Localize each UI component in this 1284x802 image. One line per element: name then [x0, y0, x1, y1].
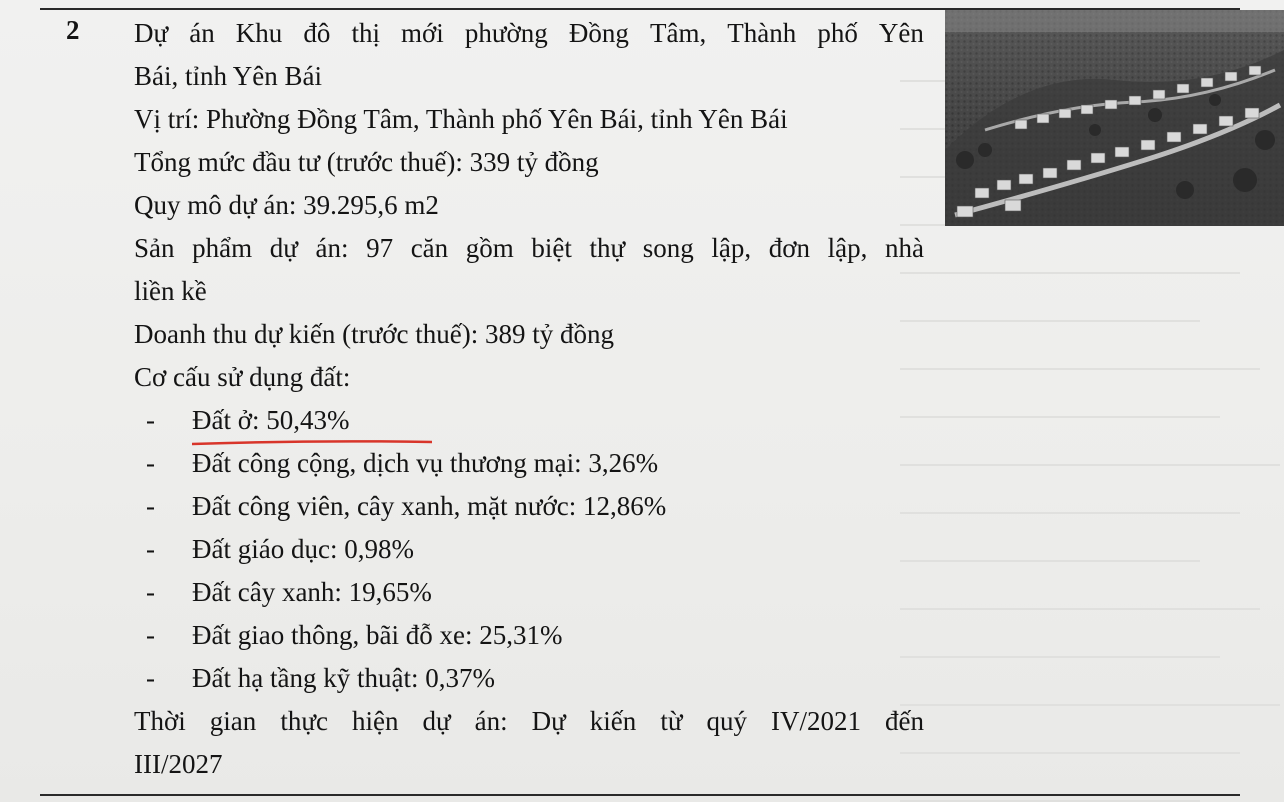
project-name-word: Tâm, — [649, 18, 707, 48]
project-name-line2: Bái, tỉnh Yên Bái — [134, 61, 322, 91]
project-timeline-word: thực — [280, 706, 328, 736]
land-use-text: Đất cây xanh: 19,65% — [192, 577, 432, 607]
land-use-text: Đất giáo dục: 0,98% — [192, 534, 414, 564]
land-use-text: Đất ở: 50,43% — [192, 405, 350, 435]
project-products-word: nhà — [884, 233, 924, 263]
project-products-word: song — [642, 233, 694, 263]
bleed-through-stroke — [900, 512, 1240, 514]
project-investment: Tổng mức đầu tư (trước thuế): 339 tỷ đồng — [134, 147, 599, 177]
bullet-dash: - — [146, 577, 155, 607]
project-name-word: phố — [817, 18, 858, 48]
project-products-word: thự — [589, 233, 626, 263]
project-timeline-word: hiện — [351, 706, 399, 736]
land-use-title: Cơ cấu sử dụng đất: — [134, 362, 351, 392]
land-use-item — [134, 571, 924, 614]
project-products-word: lập, — [827, 233, 868, 263]
land-use-item — [134, 442, 924, 485]
project-products-word: án: — [315, 233, 349, 263]
project-products-word: 97 — [366, 233, 394, 263]
bleed-through-stroke — [900, 560, 1200, 562]
land-use-item — [134, 528, 924, 571]
project-products-word: dự — [269, 233, 298, 263]
bleed-through-stroke — [900, 272, 1240, 274]
project-products-word: căn — [410, 233, 449, 263]
land-use-text: Đất hạ tầng kỹ thuật: 0,37% — [192, 663, 495, 693]
bleed-through-stroke — [900, 416, 1220, 418]
project-timeline-word: IV/2021 — [770, 706, 861, 736]
bleed-through-stroke — [900, 368, 1260, 370]
project-products-line2: liền kề — [134, 276, 207, 306]
bullet-dash: - — [146, 620, 155, 650]
project-timeline-word: kiến — [589, 706, 637, 736]
project-products-word: Sản — [134, 233, 175, 263]
project-timeline-word: Dự — [531, 706, 566, 736]
project-name-word: thị — [351, 18, 380, 48]
bullet-dash: - — [146, 448, 155, 478]
project-timeline-word: từ — [660, 706, 683, 736]
project-name-line1 — [134, 12, 924, 55]
bullet-dash: - — [146, 663, 155, 693]
bleed-through-stroke — [900, 464, 1280, 466]
land-use-item — [134, 399, 924, 442]
land-use-item — [134, 485, 924, 528]
bullet-dash: - — [146, 534, 155, 564]
project-products-word: đơn — [768, 233, 811, 263]
project-name-word: phường — [464, 18, 548, 48]
project-name-word: Khu — [235, 18, 283, 48]
project-scale: Quy mô dự án: 39.295,6 m2 — [134, 190, 439, 220]
project-products-word: lập, — [711, 233, 752, 263]
project-timeline-word: Thời — [134, 706, 186, 736]
project-timeline-line1 — [134, 700, 924, 743]
project-timeline-line2: III/2027 — [134, 749, 223, 779]
land-use-text: Đất công viên, cây xanh, mặt nước: 12,86% — [192, 491, 667, 521]
project-products-word: biệt — [531, 233, 572, 263]
project-location: Vị trí: Phường Đồng Tâm, Thành phố Yên Bái, tỉnh Yên Bái — [134, 104, 788, 134]
project-timeline-word: dự — [422, 706, 451, 736]
project-name-word: Đồng — [568, 18, 629, 48]
land-use-list — [134, 399, 924, 700]
land-use-text: Đất giao thông, bãi đỗ xe: 25,31% — [192, 620, 563, 650]
bleed-through-stroke — [900, 752, 1240, 754]
project-timeline-word: đến — [885, 706, 924, 736]
project-timeline-word: gian — [209, 706, 257, 736]
bleed-through-stroke — [900, 320, 1200, 322]
bullet-dash: - — [146, 491, 155, 521]
bleed-through-stroke — [900, 656, 1220, 658]
project-products-line1 — [134, 227, 924, 270]
project-name-word: Thành — [727, 18, 797, 48]
row-number: 2 — [66, 15, 80, 45]
project-timeline-word: quý — [706, 706, 747, 736]
land-use-item — [134, 657, 924, 700]
bullet-dash: - — [146, 405, 155, 435]
bleed-through-stroke — [900, 608, 1260, 610]
project-name-word: đô — [303, 18, 331, 48]
project-description — [134, 12, 924, 786]
land-use-item — [134, 614, 924, 657]
project-timeline-word: án: — [474, 706, 508, 736]
project-name-word: Dự — [134, 18, 169, 48]
project-name-word: mới — [401, 18, 444, 48]
project-name-word: án — [189, 18, 215, 48]
table-bottom-rule — [40, 794, 1240, 796]
project-products-word: phẩm — [192, 233, 253, 263]
bleed-through-stroke — [900, 704, 1280, 706]
project-name-word: Yên — [878, 18, 924, 48]
aerial-photo-icon — [945, 10, 1284, 226]
project-products-word: gồm — [465, 233, 514, 263]
land-use-text: Đất công cộng, dịch vụ thương mại: 3,26% — [192, 448, 659, 478]
project-revenue: Doanh thu dự kiến (trước thuế): 389 tỷ đồng — [134, 319, 614, 349]
